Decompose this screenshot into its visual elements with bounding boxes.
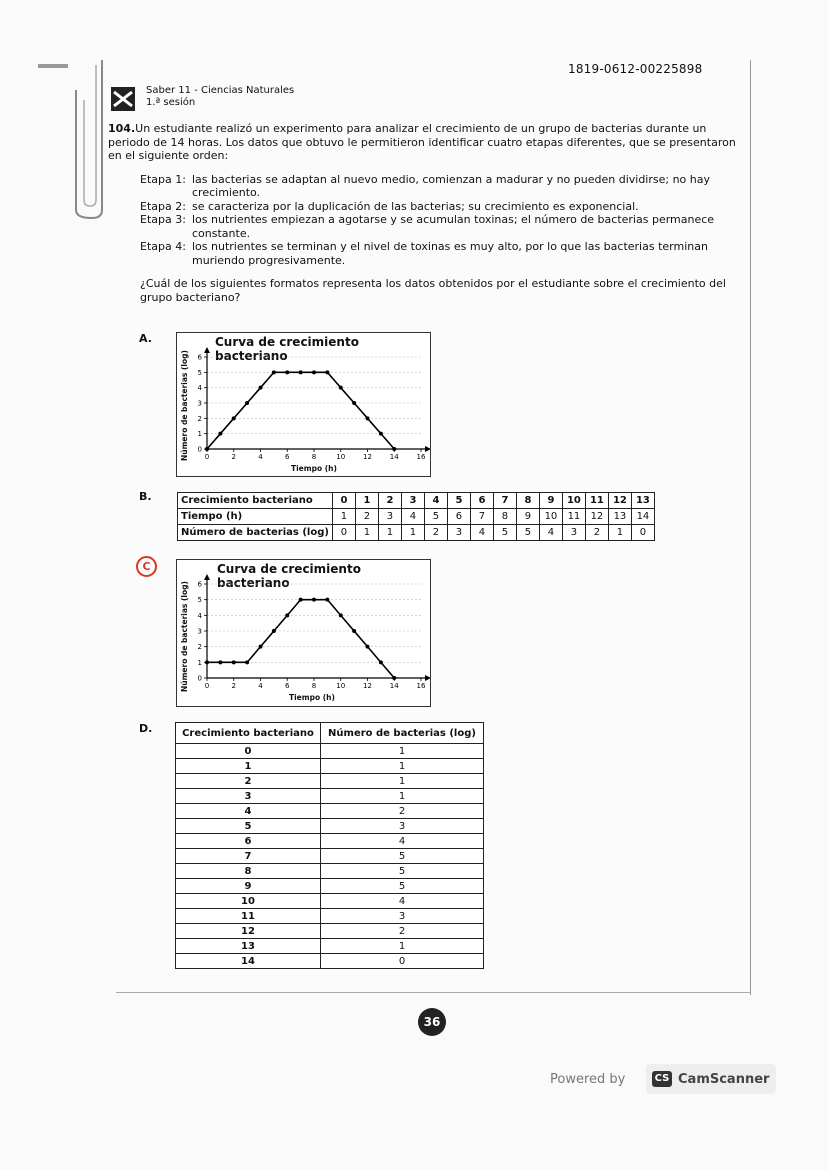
column-header: Crecimiento bacteriano [176, 723, 321, 744]
table-cell: 12 [176, 924, 321, 939]
x-axis-label: Tiempo (h) [291, 464, 337, 473]
table-row [176, 879, 484, 894]
data-point [285, 370, 289, 374]
table-cell: 9 [516, 509, 539, 525]
table-row [176, 744, 484, 759]
option-b-letter[interactable]: B. [139, 490, 152, 503]
data-point [312, 598, 316, 602]
x-tick-label: 14 [389, 453, 399, 461]
table-cell: 4 [401, 509, 424, 525]
table-cell: 2 [585, 525, 608, 541]
table-row [178, 509, 655, 525]
x-tick-label: 10 [336, 682, 346, 690]
table-cell: 1 [321, 774, 484, 789]
camscanner-brand: CamScanner [678, 1072, 770, 1087]
table-cell: 14 [631, 509, 654, 525]
y-tick-label: 2 [197, 643, 202, 652]
table-cell: 5 [321, 879, 484, 894]
x-tick-label: 6 [285, 682, 290, 690]
stage-text: los nutrientes se terminan y el nivel de toxinas es muy alto, por lo que las bacterias terminan muriendo progresivamente. [192, 240, 708, 267]
y-tick-label: 6 [197, 580, 202, 589]
x-tick-label: 0 [204, 453, 210, 461]
x-tick-label: 4 [258, 453, 263, 461]
table-cell: 0 [631, 525, 654, 541]
data-point [366, 645, 370, 649]
footer-divider [116, 992, 750, 993]
option-c-chart[interactable] [176, 559, 431, 707]
table-cell: 3 [176, 789, 321, 804]
option-a-chart[interactable] [176, 332, 431, 477]
x-axis-label: Tiempo (h) [289, 693, 335, 702]
table-row [176, 954, 484, 969]
table-row [176, 924, 484, 939]
option-a-letter[interactable]: A. [139, 332, 152, 345]
table-cell: 4 [470, 525, 493, 541]
table-cell: 11 [585, 493, 608, 509]
table-row [176, 849, 484, 864]
exam-session: 1.ª sesión [146, 97, 196, 108]
data-point [232, 416, 236, 420]
table-cell: 10 [562, 493, 585, 509]
y-tick-label: 5 [197, 368, 202, 377]
table-cell: 2 [424, 525, 447, 541]
table-cell: 4 [424, 493, 447, 509]
x-tick-label: 4 [258, 682, 263, 690]
table-row [176, 864, 484, 879]
table-cell: 5 [516, 525, 539, 541]
table-row [176, 939, 484, 954]
x-tick-label: 16 [416, 453, 426, 461]
table-cell: 4 [539, 525, 562, 541]
data-point [218, 660, 222, 664]
table-cell: 1 [332, 509, 355, 525]
table-cell: 1 [321, 789, 484, 804]
x-axis-arrow [425, 446, 430, 452]
data-point [245, 401, 249, 405]
table-cell: 5 [321, 849, 484, 864]
option-c-selected[interactable]: C [136, 556, 157, 577]
table-cell: 7 [493, 493, 516, 509]
table-cell: 1 [355, 525, 378, 541]
data-point [352, 629, 356, 633]
x-axis-arrow [425, 675, 430, 681]
table-cell: 1 [176, 759, 321, 774]
data-point [392, 447, 396, 451]
table-cell: 11 [176, 909, 321, 924]
table-cell: 6 [176, 834, 321, 849]
data-point [339, 386, 343, 390]
y-tick-label: 3 [197, 627, 202, 636]
table-cell: 3 [321, 819, 484, 834]
data-point [259, 645, 263, 649]
exam-header [146, 85, 294, 109]
data-point [366, 416, 370, 420]
data-point [325, 598, 329, 602]
table-row [178, 493, 655, 509]
chart-title: Curva de crecimiento bacteriano [215, 335, 359, 363]
table-cell: 3 [378, 509, 401, 525]
table-cell: 14 [176, 954, 321, 969]
camscanner-logo-icon: CS [652, 1071, 672, 1087]
table-cell: 10 [176, 894, 321, 909]
page-number: 36 [418, 1008, 446, 1036]
table-cell: 3 [401, 493, 424, 509]
x-tick-label: 6 [285, 453, 290, 461]
option-d-letter[interactable]: D. [139, 722, 153, 735]
question-number: 104. [108, 122, 136, 135]
table-cell: 4 [321, 894, 484, 909]
data-point [285, 613, 289, 617]
y-axis-label: Número de bacterias (log) [180, 581, 189, 692]
table-cell: 3 [562, 525, 585, 541]
y-axis-label: Número de bacterias (log) [180, 350, 189, 461]
table-cell: 8 [493, 509, 516, 525]
data-point [245, 660, 249, 664]
table-cell: 2 [321, 924, 484, 939]
table-cell: 7 [176, 849, 321, 864]
row-header: Crecimiento bacteriano [178, 493, 333, 509]
table-cell: 1 [355, 493, 378, 509]
data-point [312, 370, 316, 374]
stage-label: Etapa 1: [140, 172, 186, 186]
question-intro-text: Un estudiante realizó un experimento para analizar el crecimiento de un grupo de bacterias durante un periodo de 14 horas. Los datos que obtuvo le permitieron identificar cuatro etapas diferentes, que se presentaron en el siguiente orden: [108, 122, 736, 162]
table-cell: 3 [321, 909, 484, 924]
data-point [352, 401, 356, 405]
table-cell: 2 [321, 804, 484, 819]
table-row [176, 759, 484, 774]
table-cell: 0 [321, 954, 484, 969]
scan-corner-mark [38, 64, 68, 68]
table-cell: 0 [176, 744, 321, 759]
x-tick-label: 10 [336, 453, 346, 461]
document-id: 1819-0612-00225898 [568, 62, 703, 76]
y-tick-label: 5 [197, 596, 202, 605]
y-tick-label: 6 [197, 353, 202, 362]
y-tick-label: 2 [197, 414, 202, 423]
table-header-row [176, 723, 484, 744]
table-cell: 2 [355, 509, 378, 525]
table-row [176, 804, 484, 819]
table-cell: 9 [539, 493, 562, 509]
table-cell: 8 [176, 864, 321, 879]
column-header: Número de bacterias (log) [321, 723, 484, 744]
y-tick-label: 1 [197, 430, 202, 439]
data-point [232, 660, 236, 664]
chart-a-plot [177, 333, 430, 476]
table-cell: 13 [631, 493, 654, 509]
table-cell: 5 [493, 525, 516, 541]
x-tick-label: 12 [363, 682, 372, 690]
data-point [205, 447, 209, 451]
chart-c-plot [177, 560, 430, 706]
table-cell: 2 [176, 774, 321, 789]
row-header: Tiempo (h) [178, 509, 333, 525]
x-tick-label: 2 [231, 453, 236, 461]
table-cell: 1 [401, 525, 424, 541]
table-cell: 5 [447, 493, 470, 509]
table-cell: 4 [176, 804, 321, 819]
table-row [176, 789, 484, 804]
x-tick-label: 16 [416, 682, 426, 690]
x-tick-label: 0 [204, 682, 210, 690]
series-line [207, 600, 394, 678]
data-point [205, 660, 209, 664]
table-cell: 8 [516, 493, 539, 509]
stage-item [140, 213, 744, 240]
x-tick-label: 2 [231, 682, 236, 690]
y-tick-label: 4 [197, 611, 202, 620]
stage-label: Etapa 4: [140, 240, 186, 253]
table-cell: 13 [176, 939, 321, 954]
y-tick-label: 1 [197, 658, 202, 667]
y-axis-arrow [204, 574, 210, 580]
exam-title: Saber 11 - Ciencias Naturales [146, 85, 295, 96]
x-tick-label: 8 [311, 682, 317, 690]
stage-item [140, 200, 744, 214]
x-tick-label: 8 [311, 453, 317, 461]
table-cell: 5 [424, 509, 447, 525]
data-point [272, 629, 276, 633]
chart-title: Curva de crecimiento bacteriano [217, 562, 361, 590]
data-point [392, 676, 396, 680]
table-row [176, 819, 484, 834]
table-cell: 7 [470, 509, 493, 525]
table-cell: 1 [321, 744, 484, 759]
data-point [325, 370, 329, 374]
stage-text: los nutrientes empiezan a agotarse y se acumulan toxinas; el número de bacterias permanece constante. [192, 213, 715, 240]
table-cell: 5 [176, 819, 321, 834]
option-d-table[interactable] [175, 722, 484, 969]
stage-label: Etapa 2: [140, 199, 186, 213]
table-cell: 11 [562, 509, 585, 525]
y-tick-label: 4 [197, 384, 202, 393]
data-point [379, 660, 383, 664]
x-tick-label: 12 [363, 453, 372, 461]
stage-text: las bacterias se adaptan al nuevo medio, comienzan a madurar y no pueden dividirse; no hay crecimiento. [192, 172, 711, 199]
stage-item [140, 173, 744, 200]
table-cell: 6 [470, 493, 493, 509]
table-cell: 1 [321, 759, 484, 774]
question-block [108, 122, 744, 304]
data-point [299, 370, 303, 374]
data-point [272, 370, 276, 374]
table-cell: 1 [608, 525, 631, 541]
y-tick-label: 0 [197, 674, 202, 683]
table-row [176, 774, 484, 789]
table-cell: 1 [321, 939, 484, 954]
series-line [207, 372, 394, 449]
question-intro [108, 122, 744, 163]
data-point [379, 432, 383, 436]
table-cell: 5 [321, 864, 484, 879]
table-cell: 12 [608, 493, 631, 509]
table-cell: 3 [447, 525, 470, 541]
y-axis-arrow [204, 347, 210, 353]
data-point [218, 432, 222, 436]
y-tick-label: 3 [197, 399, 202, 408]
stages-list [140, 173, 744, 268]
data-point [259, 386, 263, 390]
row-header: Número de bacterias (log) [178, 525, 333, 541]
stage-label: Etapa 3: [140, 213, 186, 226]
data-point [339, 613, 343, 617]
table-row [176, 834, 484, 849]
table-cell: 13 [608, 509, 631, 525]
table-row [176, 909, 484, 924]
powered-by-text: Powered by [550, 1072, 626, 1087]
table-row [178, 525, 655, 541]
table-cell: 4 [321, 834, 484, 849]
table-cell: 9 [176, 879, 321, 894]
stage-item [140, 240, 744, 267]
x-tick-label: 14 [389, 682, 399, 690]
table-cell: 0 [332, 525, 355, 541]
table-cell: 12 [585, 509, 608, 525]
table-row [176, 894, 484, 909]
y-tick-label: 0 [197, 445, 202, 454]
table-cell: 2 [378, 493, 401, 509]
table-cell: 1 [378, 525, 401, 541]
question-prompt: ¿Cuál de los siguientes formatos representa los datos obtenidos por el estudiante sobre el crecimiento del grupo bacteriano? [140, 277, 726, 304]
icfes-logo-icon [110, 86, 136, 112]
option-b-table[interactable] [177, 492, 655, 541]
table-cell: 10 [539, 509, 562, 525]
table-cell: 0 [332, 493, 355, 509]
stage-text: se caracteriza por la duplicación de las bacterias; su crecimiento es exponencial. [192, 199, 639, 213]
table-cell: 6 [447, 509, 470, 525]
paper-clip-image [72, 60, 108, 220]
data-point [299, 598, 303, 602]
